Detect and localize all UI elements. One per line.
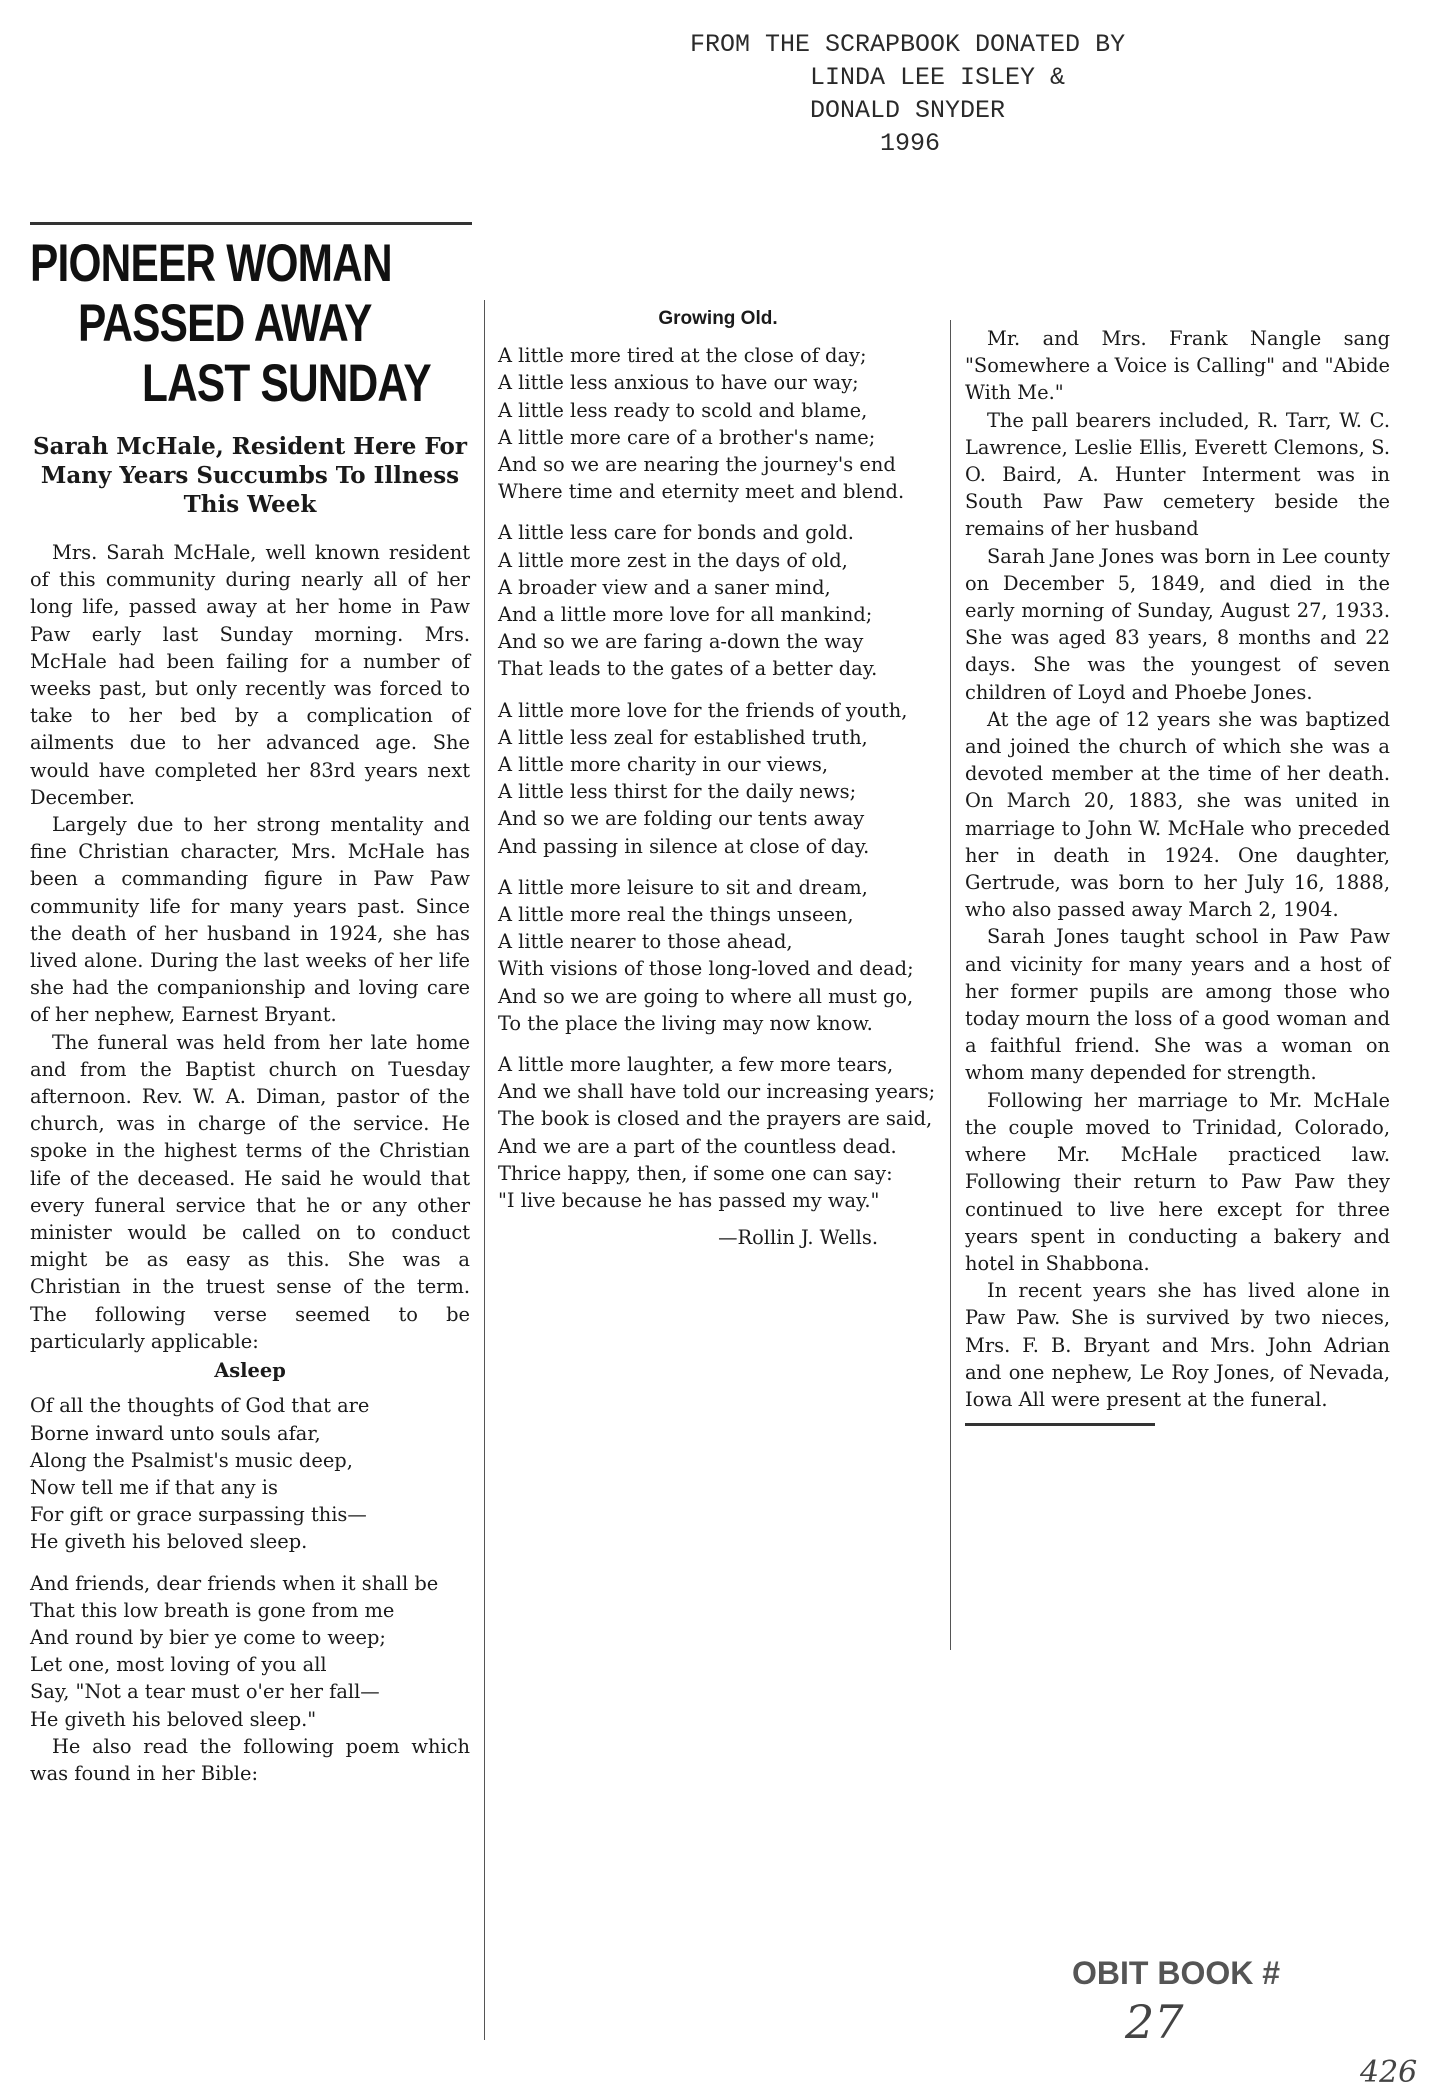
article-paragraph: Largely due to her strong mentality and fine Christian character, Mrs. McHale has been a commanding figure in Paw Paw community life for many years past. Since the death of her husband in 1924, she has lived alone. During the last weeks of her life she had the companionship and loving care of her nephew, Earnest Bryant. (30, 813, 470, 1027)
poem-line: And so we are folding our tents away (498, 807, 865, 831)
header-line-2: LINDA LEE ISLEY & (810, 63, 1066, 92)
poem-stanza-1 (498, 342, 938, 505)
poem-line: And we are a part of the countless dead. (498, 1134, 897, 1158)
poem-line: A little less ready to scold and blame, (498, 398, 868, 422)
stanza-gap (498, 1037, 938, 1051)
article-paragraph: Mr. and Mrs. Frank Nangle sang "Somewhere a Voice is Calling" and "Abide With Me." (965, 327, 1390, 405)
stanza-gap (30, 1556, 470, 1570)
headline-line: PASSED AWAY (78, 294, 372, 353)
poem-author: —Rollin J. Wells. (718, 1226, 878, 1250)
poem-line: The book is closed and the prayers are said, (498, 1107, 933, 1131)
article-paragraph: Mrs. Sarah McHale, well known resident of this community during nearly all of her long life, passed away at her home in Paw Paw early last Sunday morning. Mrs. McHale had been failing for a number of weeks past, but only recently was forced to take to her bed by a complication of ailments due to her advanced age. She would have completed her 83rd years next December. (30, 541, 470, 809)
verse-line: Now tell me if that any is (30, 1475, 278, 1499)
poem-line: A little more real the things unseen, (498, 903, 854, 927)
stanza-gap (498, 505, 938, 519)
headline-line: PIONEER WOMAN (30, 234, 392, 293)
poem-line: A little nearer to those ahead, (498, 930, 793, 954)
verse-line: Of all the thoughts of God that are (30, 1394, 370, 1418)
poem-line: A little less care for bonds and gold. (498, 521, 854, 545)
poem-line: And a little more love for all mankind; (498, 603, 873, 627)
verse-line: And friends, dear friends when it shall be (30, 1571, 439, 1595)
poem-line: A little more love for the friends of youth, (498, 698, 908, 722)
poem-line: A little less anxious to have our way; (498, 371, 859, 395)
article-paragraph: At the age of 12 years she was baptized and joined the church of which she was a devoted member at the time of her death. On March 20, 1883, she was united in marriage to John W. McHale who preceded her in death in 1924. One daughter, Gertrude, was born to her July 16, 1888, who also passed away March 2, 1904. (965, 707, 1390, 922)
poem-line: A little more laughter, a few more tears, (498, 1053, 894, 1077)
article-end-rule (965, 1423, 1155, 1426)
article-paragraph: Sarah Jane Jones was born in Lee county on December 5, 1849, and died in the early morning of Sunday, August 27, 1933. She was aged 83 years, 8 months and 22 days. She was the youngest of seven children of Loyd and Phoebe Jones. (965, 544, 1390, 704)
article-column-1 (30, 222, 470, 1787)
article-paragraph: He also read the following poem which was found in her Bible: (30, 1734, 470, 1785)
poem-line: Where time and eternity meet and blend. (498, 480, 905, 504)
verse-stanza-1 (30, 1392, 470, 1555)
poem-line: A little more charity in our views, (498, 753, 829, 777)
poem-line: "I live because he has passed my way." (498, 1189, 880, 1213)
verse-line: Let one, most loving of you all (30, 1653, 327, 1677)
poem-column (498, 305, 938, 1252)
verse-line: For gift or grace surpassing this— (30, 1503, 367, 1527)
poem-title: Growing Old. (658, 308, 778, 329)
headline-line: LAST SUNDAY (142, 354, 431, 413)
poem-line: And so we are nearing the journey's end (498, 453, 896, 477)
poem-line: A little more care of a brother's name; (498, 425, 876, 449)
poem-line: With visions of those long-loved and dead; (498, 957, 914, 981)
header-year: 1996 (880, 129, 941, 158)
verse-line: Along the Psalmist's music deep, (30, 1448, 353, 1472)
poem-line: A little less thirst for the daily news; (498, 780, 857, 804)
obit-book-number: 27 (1125, 1995, 1184, 2049)
poem-stanza-3 (498, 697, 938, 860)
article-paragraph: The pall bearers included, R. Tarr, W. C. Lawrence, Leslie Ellis, Everett Clemons, S. O. Baird, A. Hunter Interment was in South Paw Paw cemetery beside the remains of her husband (965, 408, 1390, 541)
poem-stanza-5 (498, 1051, 938, 1214)
poem-line: That leads to the gates of a better day. (498, 657, 878, 681)
poem-line: A little more zest in the days of old, (498, 548, 848, 572)
verse-line: He giveth his beloved sleep." (30, 1707, 317, 1731)
verse-title: Asleep (214, 1359, 286, 1383)
column-divider (950, 320, 951, 1650)
article-paragraph: The funeral was held from her late home and from the Baptist church on Tuesday afternoon. Rev. W. A. Diman, pastor of the church, was in charge of the service. He spoke in the highest terms of the Christian life of the deceased. He said he would that every funeral service that he or any other minister would be called on to conduct might be as easy as this. She was a Christian in the truest sense of the term. The following verse seemed to be particularly applicable: (30, 1030, 470, 1353)
poem-line: To the place the living may now know. (498, 1011, 873, 1035)
stanza-gap (498, 860, 938, 874)
headline (30, 234, 470, 414)
verse-stanza-2 (30, 1570, 470, 1733)
stanza-gap (498, 683, 938, 697)
poem-line: And passing in silence at close of day. (498, 834, 870, 858)
verse-line: That this low breath is gone from me (30, 1598, 395, 1622)
article-paragraph: In recent years she has lived alone in Paw Paw. She is survived by two nieces, Mrs. F. B. Bryant and Mrs. John Adrian and one nephew, Le Roy Jones, of Nevada, Iowa All were present at the funeral. (965, 1279, 1390, 1411)
poem-line: And so we are faring a-down the way (498, 630, 864, 654)
poem-line: Thrice happy, then, if some one can say: (498, 1161, 893, 1185)
poem-line: And we shall have told our increasing years; (498, 1080, 936, 1104)
poem-stanza-4 (498, 874, 938, 1037)
column-divider (484, 300, 485, 2040)
article-paragraph: Sarah Jones taught school in Paw Paw and vicinity for many years and a host of her former pupils are among those who today mourn the loss of a good woman and a faithful friend. She was a woman on whom many depended for strength. (965, 925, 1390, 1085)
article-column-3 (965, 325, 1390, 1426)
subheadline: Sarah McHale, Resident Here For Many Years Succumbs To Illness This Week (33, 433, 467, 518)
poem-line: A broader view and a saner mind, (498, 575, 831, 599)
poem-line: A little more tired at the close of day; (498, 344, 867, 368)
page-number: 426 (1360, 2055, 1418, 2090)
verse-line: And round by bier ye come to weep; (30, 1625, 386, 1649)
poem-line: And so we are going to where all must go, (498, 984, 914, 1008)
poem-line: A little less zeal for established truth, (498, 725, 868, 749)
verse-line: He giveth his beloved sleep. (30, 1530, 308, 1554)
verse-line: Say, "Not a tear must o'er her fall— (30, 1680, 380, 1704)
header-line-1: FROM THE SCRAPBOOK DONATED BY (690, 30, 1126, 59)
poem-stanza-2 (498, 519, 938, 682)
header-line-3: DONALD SNYDER (810, 96, 1006, 125)
verse-line: Borne inward unto souls afar, (30, 1421, 321, 1445)
poem-line: A little more leisure to sit and dream, (498, 875, 868, 899)
article-paragraph: Following her marriage to Mr. McHale the couple moved to Trinidad, Colorado, where Mr. McHale practiced law. Following their return to Paw Paw they continued to live here except for three years spent in conducting a bakery and hotel in Shabbona. (965, 1088, 1390, 1275)
obit-book-stamp: OBIT BOOK # (1072, 1955, 1281, 1991)
donation-header (690, 28, 1250, 160)
